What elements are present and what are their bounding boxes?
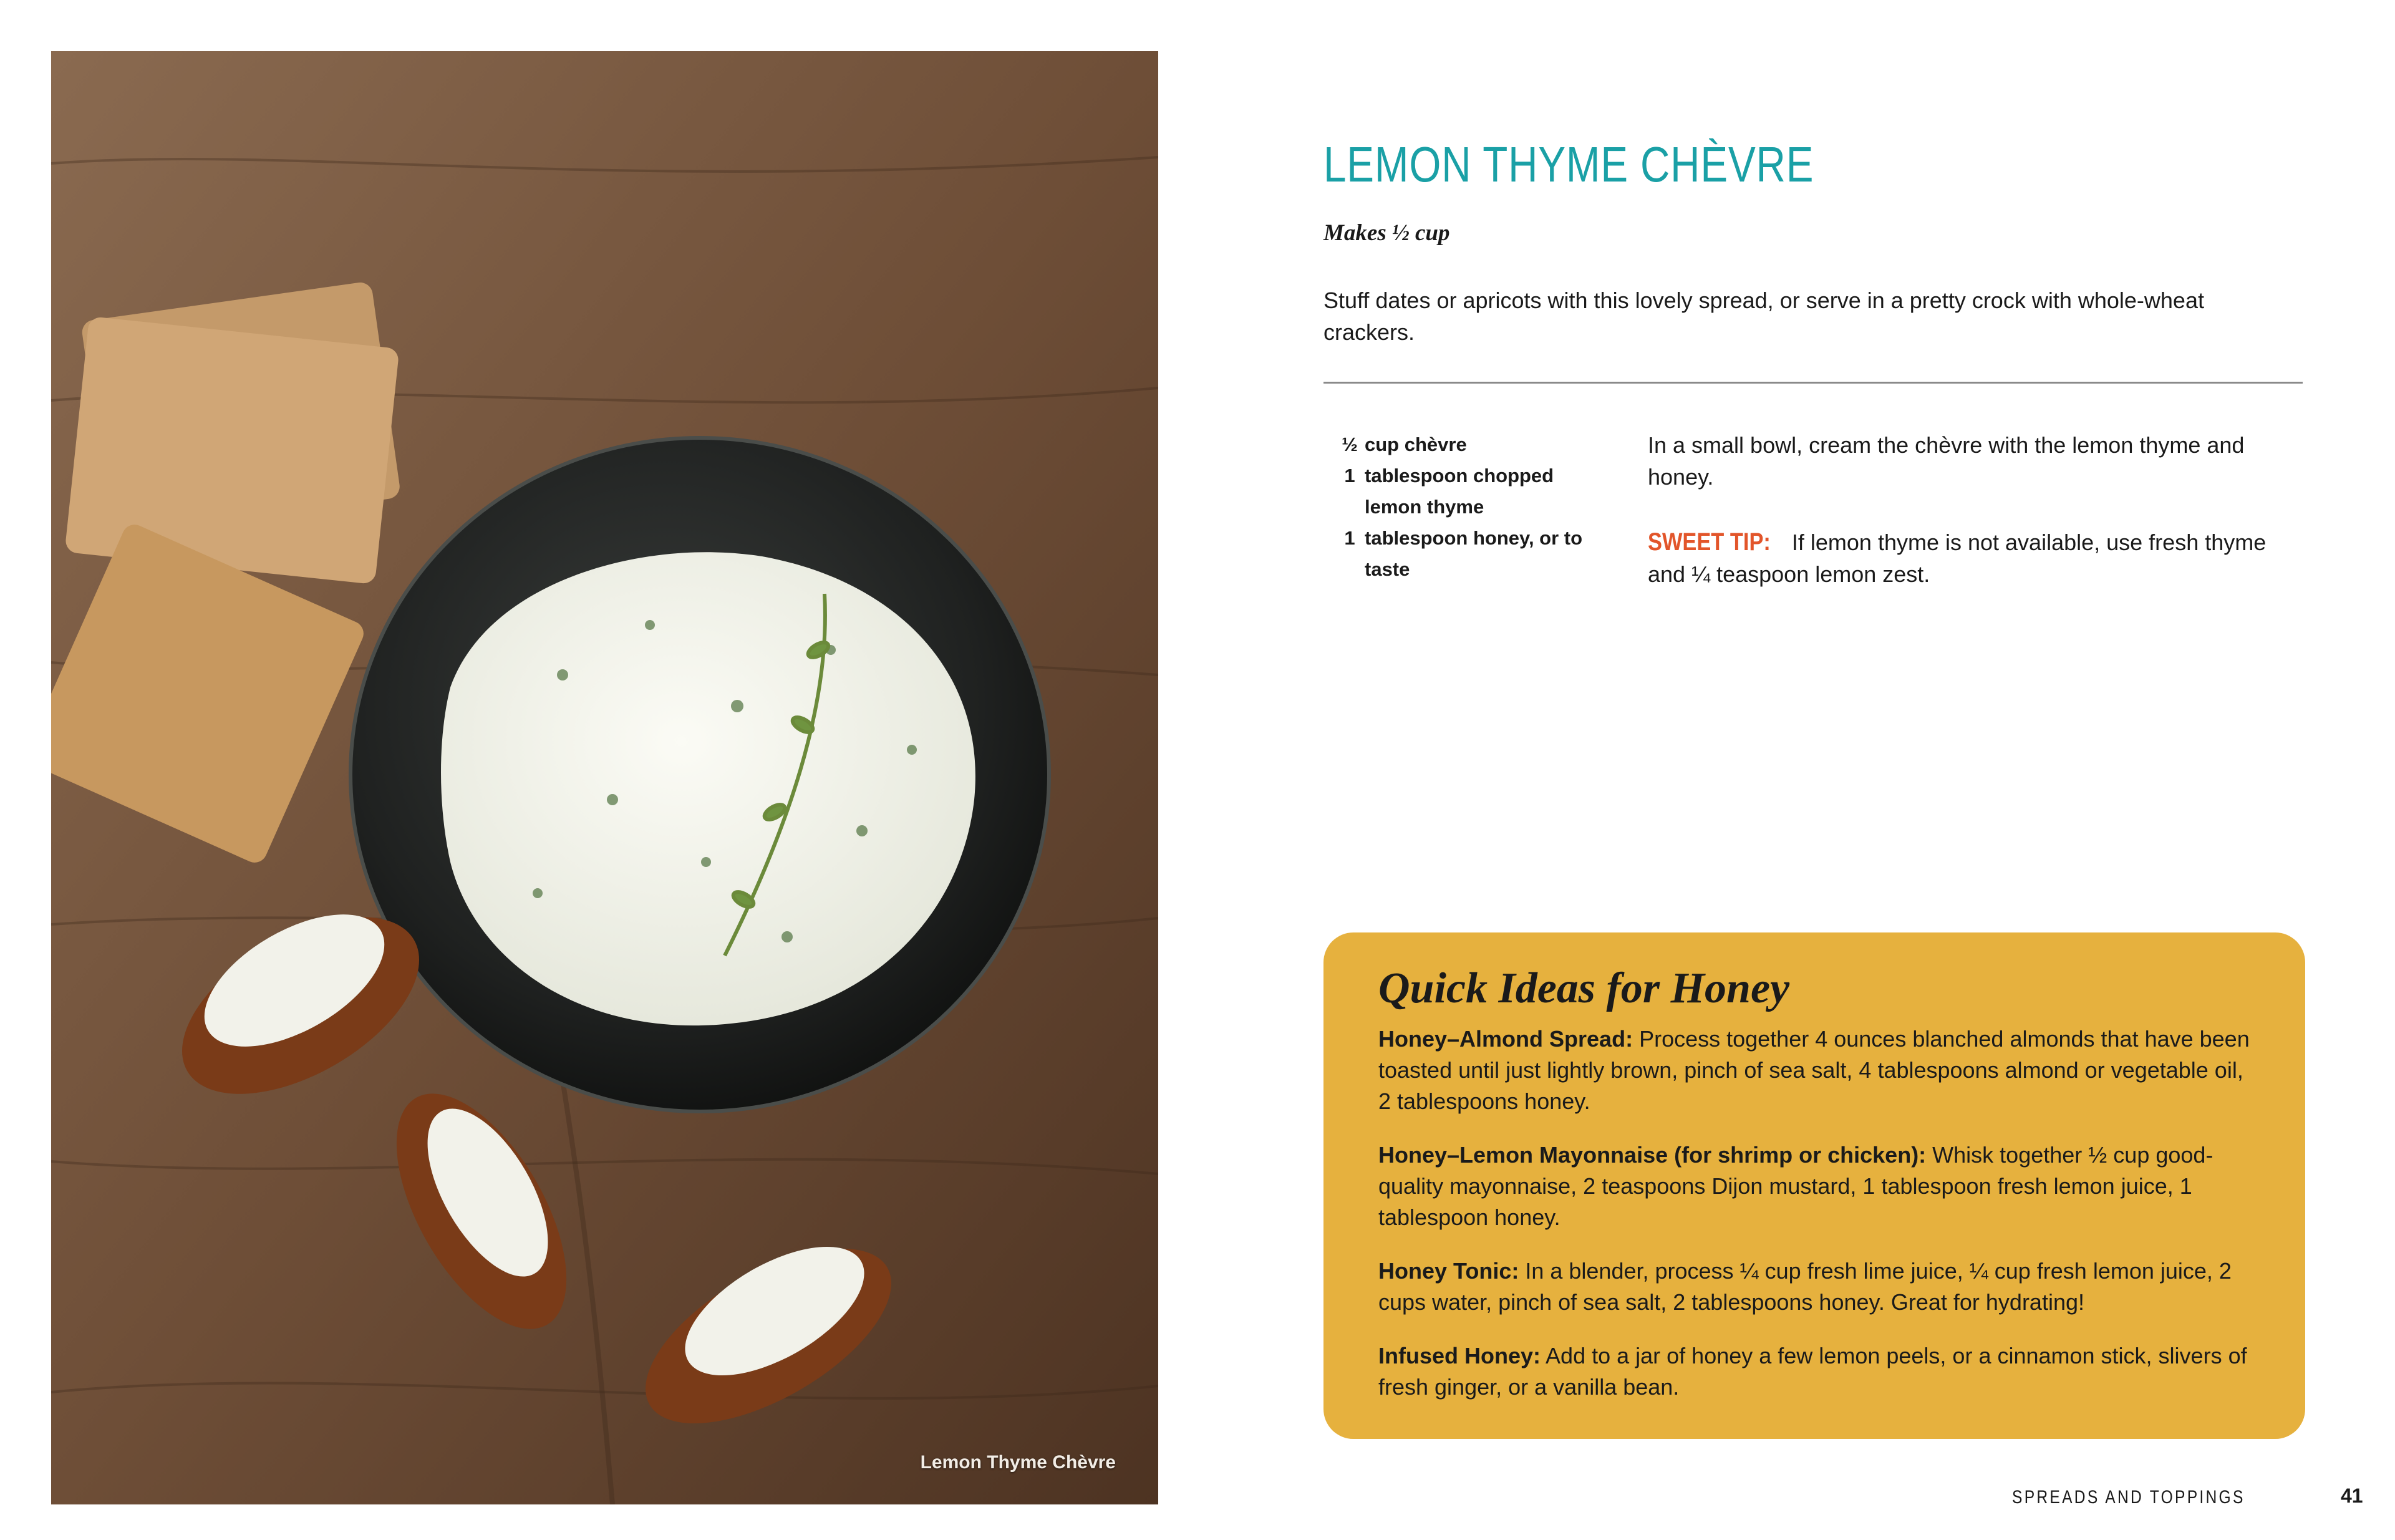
quick-ideas-title: Quick Ideas for Honey xyxy=(1378,964,1790,1012)
ingredient-text: tablespoon chopped lemon thyme xyxy=(1365,465,1554,518)
recipe-method xyxy=(1648,429,2303,624)
section-divider xyxy=(1323,382,2303,384)
idea-text: Whisk together ½ cup good-quality mayonnaise, 2 teaspoons Dijon mustard, 1 tablespoon fresh lemon juice, 1 tablespoon honey. xyxy=(1378,1142,2214,1230)
recipe-title: LEMON THYME CHÈVRE xyxy=(1323,137,1814,192)
cheese-spread xyxy=(441,552,975,1025)
tip-text: If lemon thyme is not available, use fresh thyme and ¼ teaspoon lemon zest. xyxy=(1648,530,2267,587)
quick-idea-item xyxy=(1378,1024,2250,1117)
recipe-photo xyxy=(51,51,1158,1504)
idea-name: Honey Tonic: xyxy=(1378,1258,1519,1284)
page-number: 41 xyxy=(2341,1484,2363,1507)
method-step: In a small bowl, cream the chèvre with the lemon thyme and honey. xyxy=(1648,432,2245,490)
ingredient-text: cup chèvre xyxy=(1365,433,1467,455)
recipe-intro: Stuff dates or apricots with this lovely spread, or serve in a pretty crock with whole-wheat crackers. xyxy=(1323,288,2204,345)
ingredient-item xyxy=(1335,523,1597,585)
sweet-tip xyxy=(1648,526,2303,590)
idea-name: Infused Honey: xyxy=(1378,1343,1541,1368)
idea-name: Honey–Lemon Mayonnaise (for shrimp or chicken): xyxy=(1378,1142,1927,1168)
photo-illustration xyxy=(51,51,1158,1504)
idea-text: Add to a jar of honey a few lemon peels, or a cinnamon stick, slivers of fresh ginger, or a vanilla bean. xyxy=(1378,1343,2247,1400)
ingredient-list xyxy=(1335,429,1597,585)
quick-ideas-box xyxy=(1323,932,2305,1439)
ingredient-quantity: ½ xyxy=(1342,433,1358,455)
ingredient-item xyxy=(1335,429,1597,460)
photo-caption: Lemon Thyme Chèvre xyxy=(920,1452,1116,1473)
recipe-yield: Makes ½ cup xyxy=(1323,220,1450,246)
ingredient-text: tablespoon honey, or to taste xyxy=(1365,527,1583,580)
ingredient-quantity: 1 xyxy=(1344,465,1355,487)
quick-idea-item xyxy=(1378,1140,2250,1233)
section-footer-label: SPREADS AND TOPPINGS xyxy=(2012,1487,2245,1508)
idea-name: Honey–Almond Spread: xyxy=(1378,1026,1633,1052)
ingredient-item xyxy=(1335,460,1597,523)
tip-label: SWEET TIP: xyxy=(1648,528,1771,556)
idea-text: In a blender, process ¼ cup fresh lime juice, ¼ cup fresh lemon juice, 2 cups water, pinch of sea salt, 2 tablespoons honey. Great for hydrating! xyxy=(1378,1258,2232,1315)
quick-idea-item xyxy=(1378,1256,2250,1318)
idea-text: Process together 4 ounces blanched almonds that have been toasted until just lightly brown, pinch of sea salt, 4 tablespoons almond or vegetable oil, 2 tablespoons honey. xyxy=(1378,1026,2250,1114)
ingredient-quantity: 1 xyxy=(1344,527,1355,549)
quick-idea-item xyxy=(1378,1340,2250,1403)
